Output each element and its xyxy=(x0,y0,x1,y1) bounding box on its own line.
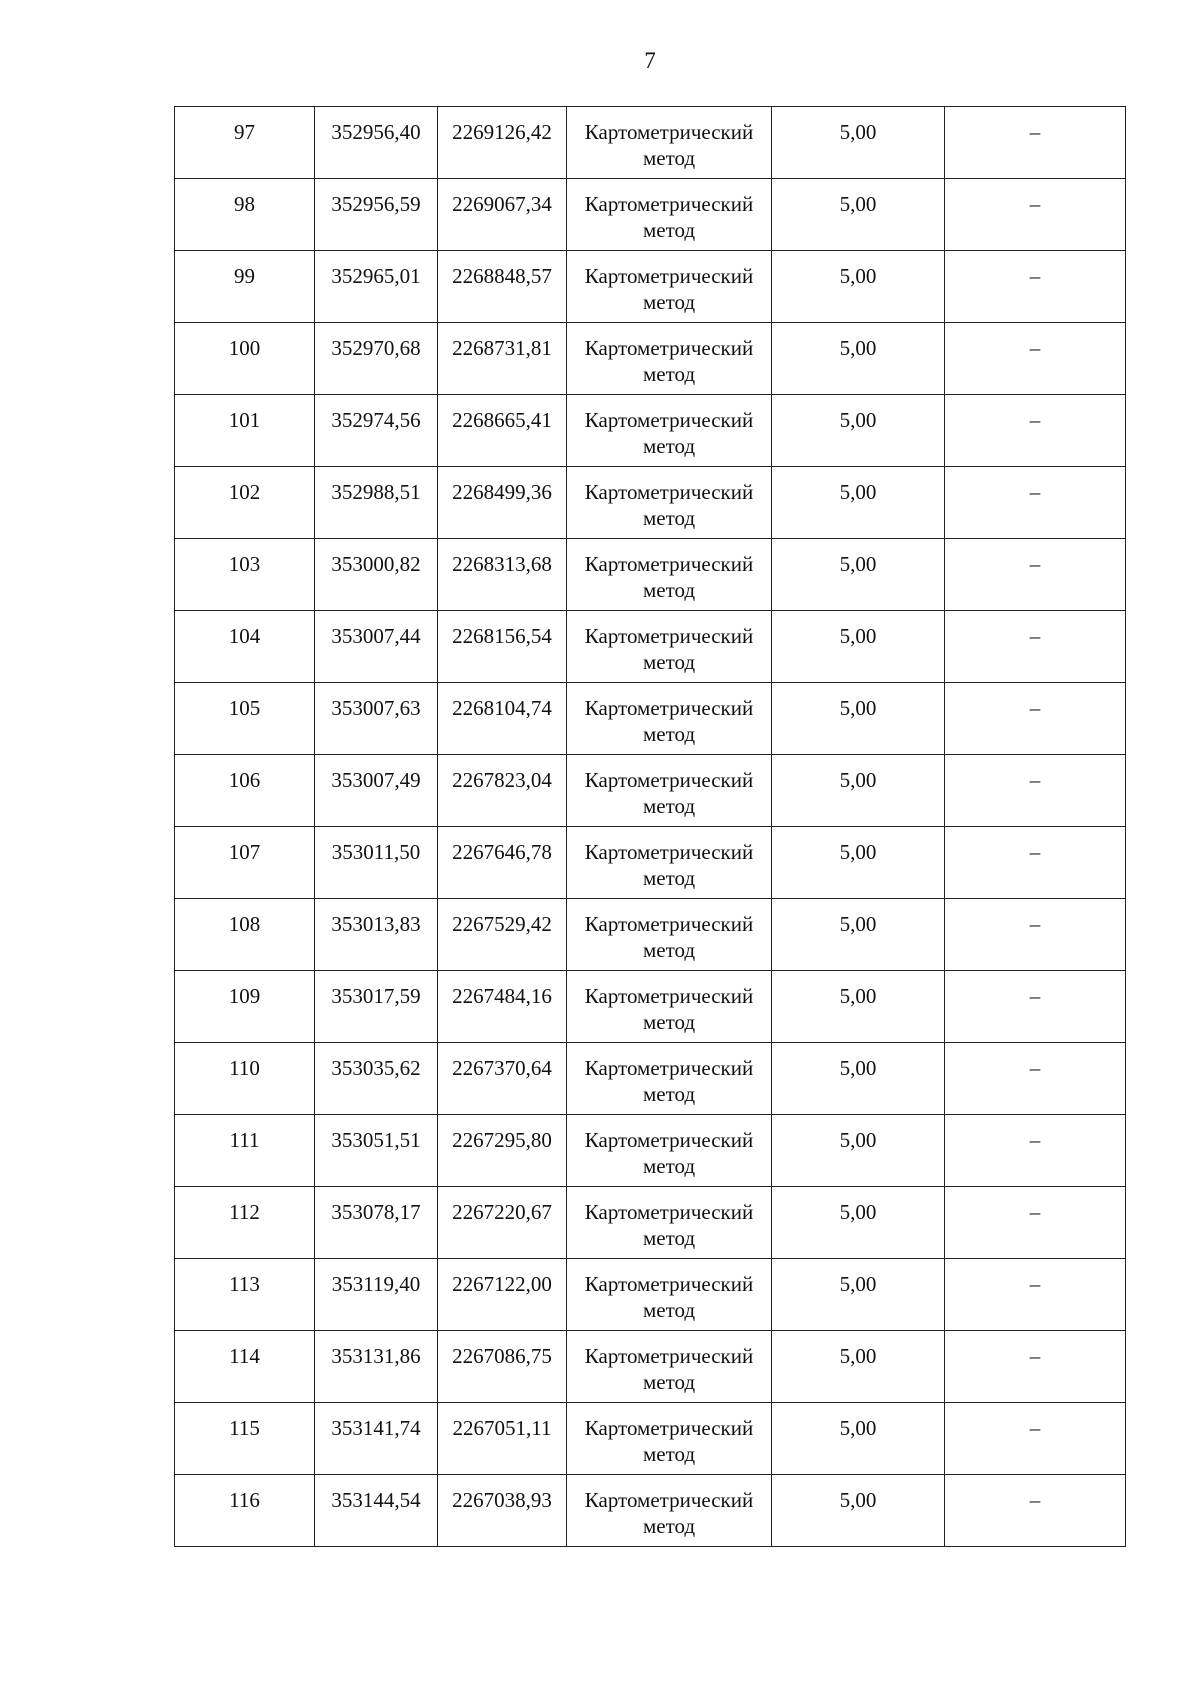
method-cell: Картометрический метод xyxy=(567,1331,772,1403)
table-row xyxy=(175,611,1126,683)
table-row xyxy=(175,467,1126,539)
method-cell: Картометрический метод xyxy=(567,1115,772,1187)
description-cell: – xyxy=(945,539,1126,611)
description-cell: – xyxy=(945,971,1126,1043)
table-row xyxy=(175,971,1126,1043)
table-row xyxy=(175,899,1126,971)
point-number-cell: 99 xyxy=(175,251,315,323)
method-cell: Картометрический метод xyxy=(567,1043,772,1115)
accuracy-cell: 5,00 xyxy=(772,539,945,611)
method-cell: Картометрический метод xyxy=(567,179,772,251)
description-cell: – xyxy=(945,395,1126,467)
y-coordinate-cell: 2267051,11 xyxy=(438,1403,567,1475)
method-cell: Картометрический метод xyxy=(567,1187,772,1259)
description-cell: – xyxy=(945,251,1126,323)
accuracy-cell: 5,00 xyxy=(772,683,945,755)
x-coordinate-cell: 353144,54 xyxy=(315,1475,438,1547)
method-cell: Картометрический метод xyxy=(567,827,772,899)
table-row xyxy=(175,179,1126,251)
accuracy-cell: 5,00 xyxy=(772,755,945,827)
x-coordinate-cell: 352970,68 xyxy=(315,323,438,395)
y-coordinate-cell: 2268499,36 xyxy=(438,467,567,539)
method-cell: Картометрический метод xyxy=(567,107,772,179)
y-coordinate-cell: 2267122,00 xyxy=(438,1259,567,1331)
coordinates-table xyxy=(174,106,1126,1547)
description-cell: – xyxy=(945,179,1126,251)
y-coordinate-cell: 2267370,64 xyxy=(438,1043,567,1115)
point-number-cell: 102 xyxy=(175,467,315,539)
description-cell: – xyxy=(945,323,1126,395)
y-coordinate-cell: 2268665,41 xyxy=(438,395,567,467)
table-row xyxy=(175,1331,1126,1403)
description-cell: – xyxy=(945,611,1126,683)
method-cell: Картометрический метод xyxy=(567,1259,772,1331)
method-cell: Картометрический метод xyxy=(567,323,772,395)
table-row xyxy=(175,539,1126,611)
method-cell: Картометрический метод xyxy=(567,251,772,323)
x-coordinate-cell: 352965,01 xyxy=(315,251,438,323)
point-number-cell: 108 xyxy=(175,899,315,971)
point-number-cell: 105 xyxy=(175,683,315,755)
point-number-cell: 115 xyxy=(175,1403,315,1475)
x-coordinate-cell: 353141,74 xyxy=(315,1403,438,1475)
accuracy-cell: 5,00 xyxy=(772,1259,945,1331)
x-coordinate-cell: 353000,82 xyxy=(315,539,438,611)
accuracy-cell: 5,00 xyxy=(772,395,945,467)
coordinates-table-body xyxy=(175,107,1126,1547)
accuracy-cell: 5,00 xyxy=(772,107,945,179)
x-coordinate-cell: 353051,51 xyxy=(315,1115,438,1187)
accuracy-cell: 5,00 xyxy=(772,1403,945,1475)
description-cell: – xyxy=(945,1259,1126,1331)
y-coordinate-cell: 2268104,74 xyxy=(438,683,567,755)
point-number-cell: 98 xyxy=(175,179,315,251)
accuracy-cell: 5,00 xyxy=(772,179,945,251)
table-row xyxy=(175,107,1126,179)
point-number-cell: 109 xyxy=(175,971,315,1043)
y-coordinate-cell: 2268731,81 xyxy=(438,323,567,395)
x-coordinate-cell: 353007,49 xyxy=(315,755,438,827)
y-coordinate-cell: 2269067,34 xyxy=(438,179,567,251)
point-number-cell: 107 xyxy=(175,827,315,899)
x-coordinate-cell: 353007,63 xyxy=(315,683,438,755)
method-cell: Картометрический метод xyxy=(567,755,772,827)
accuracy-cell: 5,00 xyxy=(772,1115,945,1187)
x-coordinate-cell: 352956,59 xyxy=(315,179,438,251)
accuracy-cell: 5,00 xyxy=(772,323,945,395)
description-cell: – xyxy=(945,1475,1126,1547)
table-row xyxy=(175,1403,1126,1475)
description-cell: – xyxy=(945,683,1126,755)
method-cell: Картометрический метод xyxy=(567,539,772,611)
point-number-cell: 101 xyxy=(175,395,315,467)
point-number-cell: 112 xyxy=(175,1187,315,1259)
table-row xyxy=(175,251,1126,323)
accuracy-cell: 5,00 xyxy=(772,1331,945,1403)
table-row xyxy=(175,683,1126,755)
point-number-cell: 113 xyxy=(175,1259,315,1331)
accuracy-cell: 5,00 xyxy=(772,467,945,539)
x-coordinate-cell: 352974,56 xyxy=(315,395,438,467)
y-coordinate-cell: 2267295,80 xyxy=(438,1115,567,1187)
point-number-cell: 114 xyxy=(175,1331,315,1403)
x-coordinate-cell: 353013,83 xyxy=(315,899,438,971)
accuracy-cell: 5,00 xyxy=(772,827,945,899)
description-cell: – xyxy=(945,467,1126,539)
x-coordinate-cell: 353007,44 xyxy=(315,611,438,683)
y-coordinate-cell: 2267220,67 xyxy=(438,1187,567,1259)
table-row xyxy=(175,1043,1126,1115)
table-row xyxy=(175,1259,1126,1331)
method-cell: Картометрический метод xyxy=(567,683,772,755)
y-coordinate-cell: 2267529,42 xyxy=(438,899,567,971)
page-number: 7 xyxy=(644,48,656,73)
accuracy-cell: 5,00 xyxy=(772,971,945,1043)
table-row xyxy=(175,1475,1126,1547)
point-number-cell: 104 xyxy=(175,611,315,683)
accuracy-cell: 5,00 xyxy=(772,1043,945,1115)
point-number-cell: 97 xyxy=(175,107,315,179)
x-coordinate-cell: 352956,40 xyxy=(315,107,438,179)
table-row xyxy=(175,827,1126,899)
description-cell: – xyxy=(945,827,1126,899)
method-cell: Картометрический метод xyxy=(567,467,772,539)
accuracy-cell: 5,00 xyxy=(772,1187,945,1259)
table-row xyxy=(175,395,1126,467)
table-row xyxy=(175,1187,1126,1259)
description-cell: – xyxy=(945,107,1126,179)
point-number-cell: 110 xyxy=(175,1043,315,1115)
y-coordinate-cell: 2269126,42 xyxy=(438,107,567,179)
x-coordinate-cell: 352988,51 xyxy=(315,467,438,539)
accuracy-cell: 5,00 xyxy=(772,251,945,323)
y-coordinate-cell: 2268848,57 xyxy=(438,251,567,323)
description-cell: – xyxy=(945,1187,1126,1259)
x-coordinate-cell: 353011,50 xyxy=(315,827,438,899)
method-cell: Картометрический метод xyxy=(567,1403,772,1475)
x-coordinate-cell: 353119,40 xyxy=(315,1259,438,1331)
point-number-cell: 100 xyxy=(175,323,315,395)
description-cell: – xyxy=(945,1115,1126,1187)
accuracy-cell: 5,00 xyxy=(772,1475,945,1547)
method-cell: Картометрический метод xyxy=(567,395,772,467)
x-coordinate-cell: 353017,59 xyxy=(315,971,438,1043)
point-number-cell: 111 xyxy=(175,1115,315,1187)
point-number-cell: 106 xyxy=(175,755,315,827)
description-cell: – xyxy=(945,1403,1126,1475)
y-coordinate-cell: 2267086,75 xyxy=(438,1331,567,1403)
description-cell: – xyxy=(945,1043,1126,1115)
point-number-cell: 103 xyxy=(175,539,315,611)
y-coordinate-cell: 2267038,93 xyxy=(438,1475,567,1547)
method-cell: Картометрический метод xyxy=(567,611,772,683)
accuracy-cell: 5,00 xyxy=(772,611,945,683)
x-coordinate-cell: 353035,62 xyxy=(315,1043,438,1115)
x-coordinate-cell: 353078,17 xyxy=(315,1187,438,1259)
y-coordinate-cell: 2267484,16 xyxy=(438,971,567,1043)
y-coordinate-cell: 2268156,54 xyxy=(438,611,567,683)
description-cell: – xyxy=(945,755,1126,827)
y-coordinate-cell: 2267646,78 xyxy=(438,827,567,899)
description-cell: – xyxy=(945,899,1126,971)
accuracy-cell: 5,00 xyxy=(772,899,945,971)
table-row xyxy=(175,323,1126,395)
method-cell: Картометрический метод xyxy=(567,1475,772,1547)
point-number-cell: 116 xyxy=(175,1475,315,1547)
x-coordinate-cell: 353131,86 xyxy=(315,1331,438,1403)
description-cell: – xyxy=(945,1331,1126,1403)
method-cell: Картометрический метод xyxy=(567,971,772,1043)
method-cell: Картометрический метод xyxy=(567,899,772,971)
table-row xyxy=(175,1115,1126,1187)
table-row xyxy=(175,755,1126,827)
y-coordinate-cell: 2267823,04 xyxy=(438,755,567,827)
y-coordinate-cell: 2268313,68 xyxy=(438,539,567,611)
